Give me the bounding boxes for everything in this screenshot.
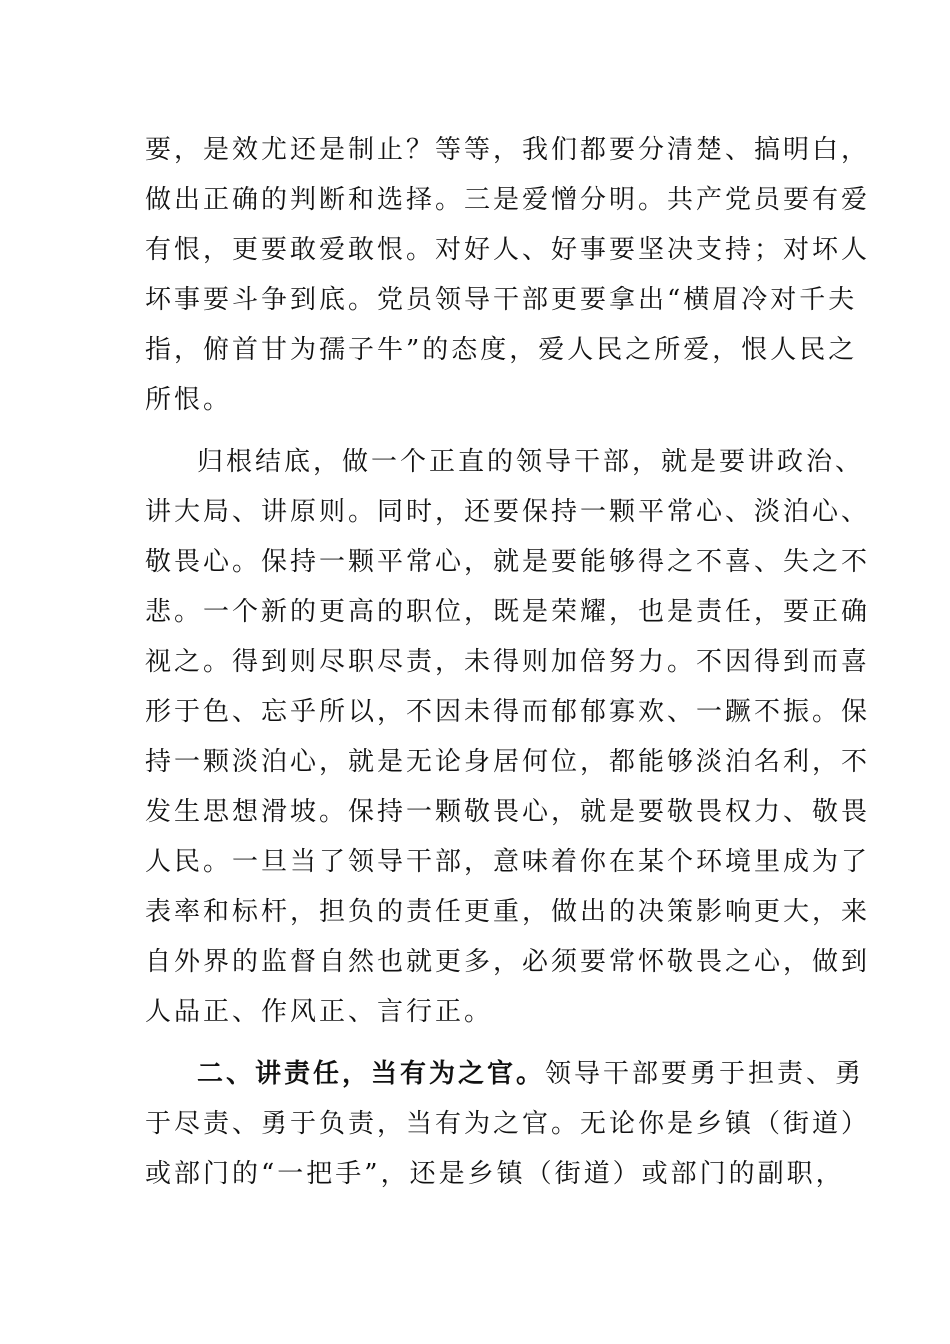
text-line: 讲大局、讲原则。同时，还要保持一颗平常心、淡泊心、 bbox=[145, 497, 871, 527]
section-heading: 二、讲责任，当有为之官。 bbox=[197, 1059, 546, 1089]
text-run: 领导干部要勇于担责、勇 bbox=[545, 1059, 865, 1089]
section-heading-line bbox=[197, 1054, 867, 1094]
text-line: 坏事要斗争到底。党员领导干部更要拿出“横眉冷对千夫 bbox=[145, 285, 858, 315]
text-line: 人民。一旦当了领导干部，意味着你在某个环境里成为了 bbox=[145, 847, 871, 877]
text-line: 指，俯首甘为孺子牛”的态度，爱人民之所爱，恨人民之 bbox=[145, 335, 858, 365]
text-line: 或部门的“一把手”，还是乡镇（街道）或部门的副职， bbox=[145, 1159, 845, 1189]
text-line: 自外界的监督自然也就更多，必须要常怀敬畏之心，做到 bbox=[145, 947, 871, 977]
text-line: 归根结底，做一个正直的领导干部，就是要讲政治、 bbox=[197, 447, 865, 477]
text-line: 做出正确的判断和选择。三是爱憎分明。共产党员要有爱 bbox=[145, 185, 871, 215]
text-line: 持一颗淡泊心，就是无论身居何位，都能够淡泊名利，不 bbox=[145, 747, 871, 777]
text-line: 表率和标杆，担负的责任更重，做出的决策影响更大，来 bbox=[145, 897, 871, 927]
text-line: 形于色、忘乎所以，不因未得而郁郁寡欢、一蹶不振。保 bbox=[145, 697, 871, 727]
text-line: 视之。得到则尽职尽责，未得则加倍努力。不因得到而喜 bbox=[145, 647, 871, 677]
text-line: 发生思想滑坡。保持一颗敬畏心，就是要敬畏权力、敬畏 bbox=[145, 797, 871, 827]
text-line: 于尽责、勇于负责，当有为之官。无论你是乡镇（街道） bbox=[145, 1109, 871, 1139]
text-line: 悲。一个新的更高的职位，既是荣耀，也是责任，要正确 bbox=[145, 597, 871, 627]
text-line: 人品正、作风正、言行正。 bbox=[145, 997, 494, 1027]
text-line: 要，是效尤还是制止？等等，我们都要分清楚、搞明白， bbox=[145, 135, 871, 165]
text-line: 敬畏心。保持一颗平常心，就是要能够得之不喜、失之不 bbox=[145, 547, 871, 577]
text-line: 有恨，更要敢爱敢恨。对好人、好事要坚决支持；对坏人 bbox=[145, 235, 871, 265]
text-line: 所恨。 bbox=[145, 385, 233, 415]
